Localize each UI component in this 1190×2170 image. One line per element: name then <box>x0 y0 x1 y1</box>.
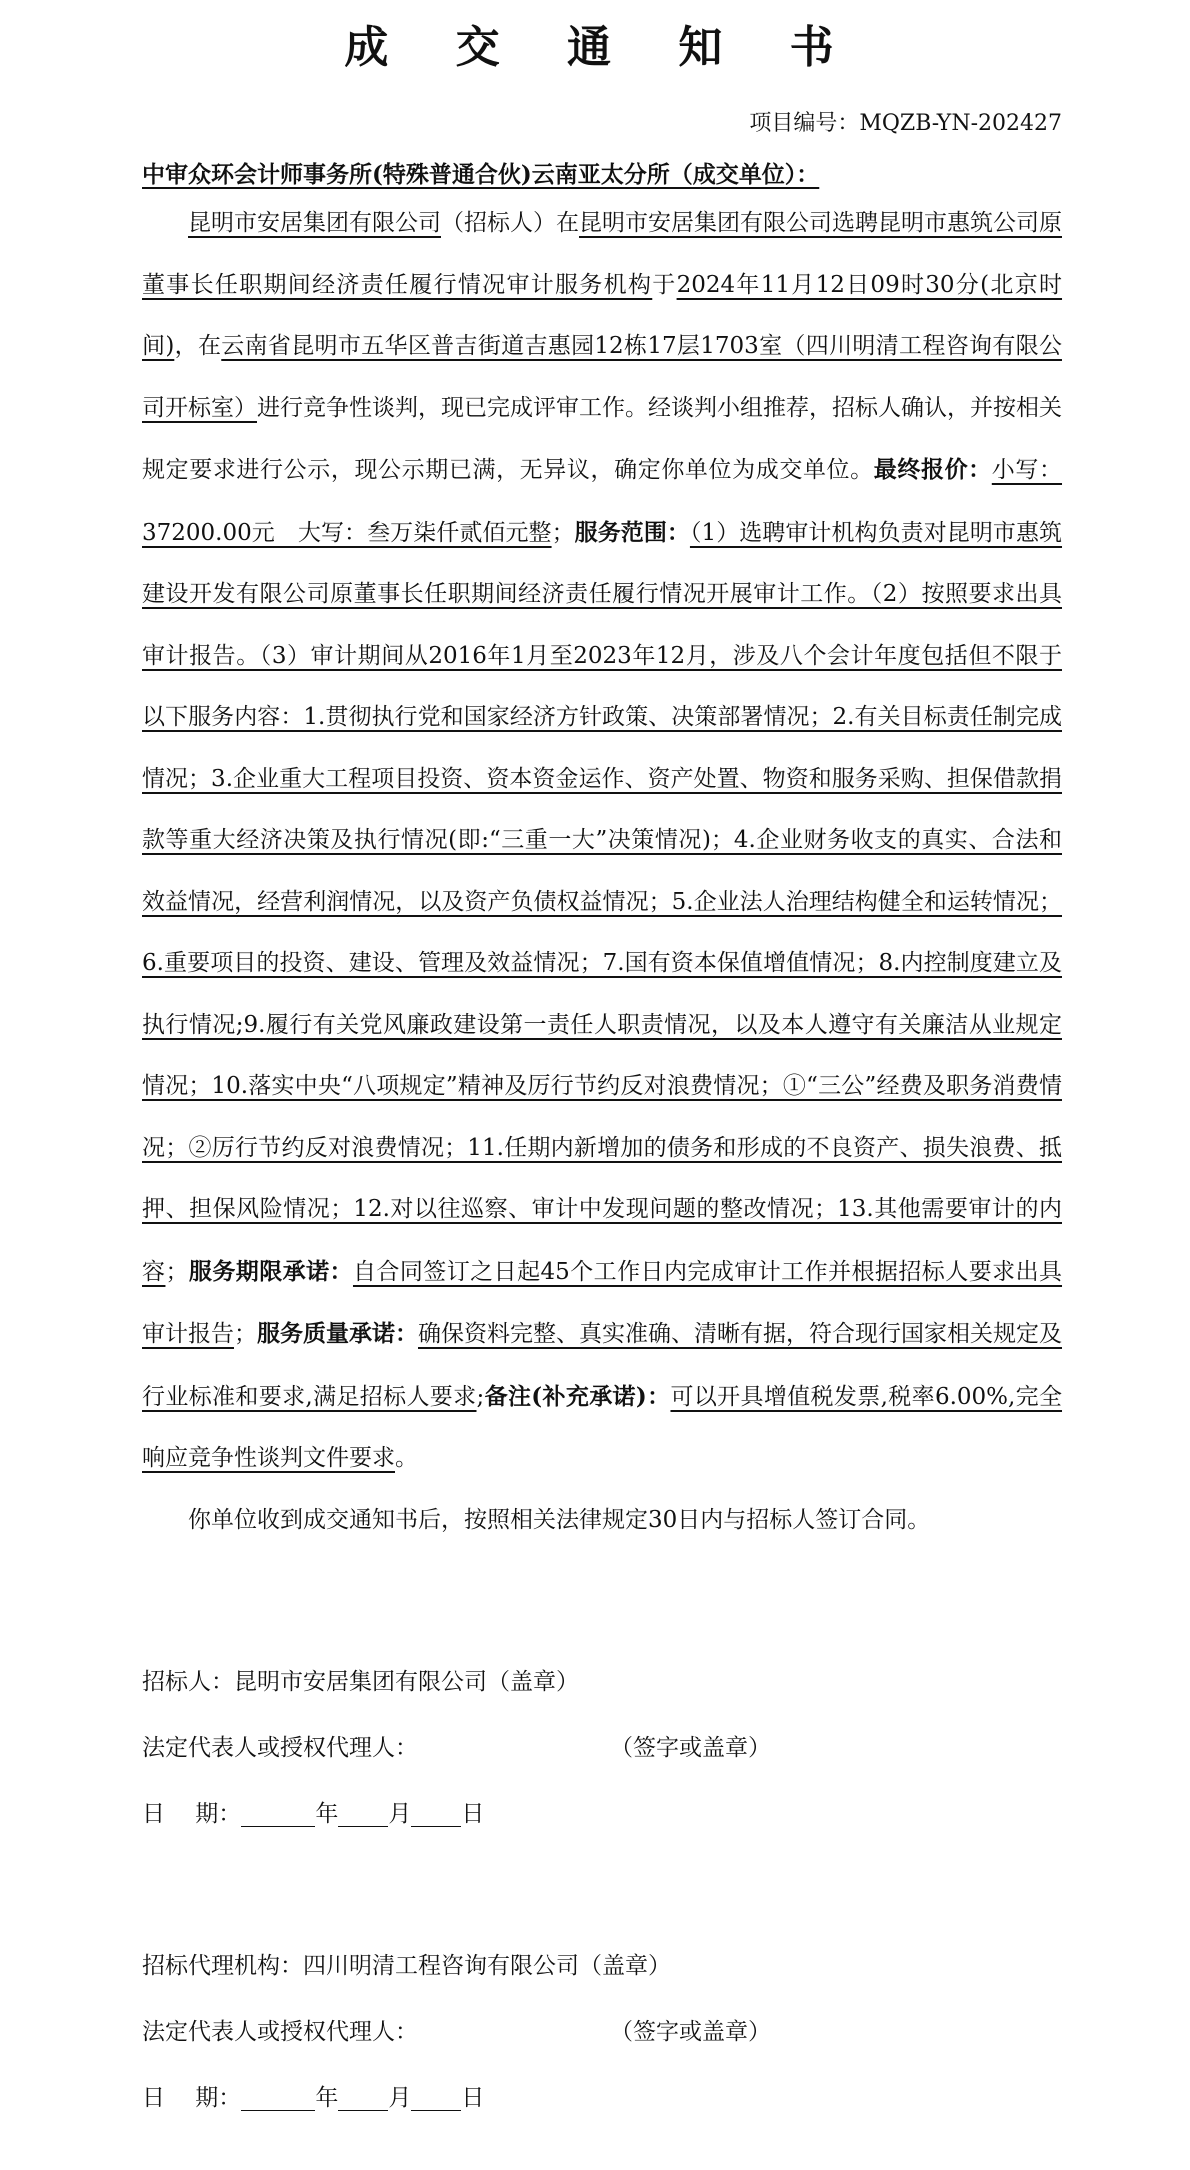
body-text-segment: ，在 <box>174 333 222 359</box>
service-scope-value: （1）选聘审计机构负责对昆明市惠筑建设开发有限公司原董事长任职期间经济责任履行情况开展审计工作。（2）按照要求出具审计报告。（3）审计期间从2016年1月至2023年12月，涉及八个会计年度包括但不限于以下服务内容：1.贯彻执行党和国家经济方针政策、决策部署情况；2.有关目标责任制完成情况；3.企业重大工程项目投资、资本资金运作、资产处置、物资和服务采购、担保借款捐款等重大经济决策及执行情况(即:“三重一大”决策情况)；4.企业财务收支的真实、合法和效益情况，经营利润情况，以及资产负债权益情况；5.企业法人治理结构健全和运转情况；6.重要项目的投资、建设、管理及效益情况；7.国有资本保值增值情况；8.内控制度建立及执行情况;9.履行有关党风廉政建设第一责任人职责情况，以及本人遵守有关廉洁从业规定情况；10.落实中央“八项规定”精神及厉行节约反对浪费情况；①“三公”经费及职务消费情况；②厉行节约反对浪费情况；11.任期内新增加的债务和形成的不良资产、损失浪费、抵押、担保风险情况；12.对以往巡察、审计中发现问题的整改情况；13.其他需要审计的内容 <box>142 519 1063 1285</box>
tenderer-date-row <box>142 1781 1062 1847</box>
service-quality-value: 确保资料完整、真实准确、清晰有据，符合现行国家相关规定及行业标准和要求,满足招标人要求 <box>142 1321 1062 1410</box>
agency-line: 招标代理机构：四川明清工程咨询有限公司（盖章） <box>142 1953 671 1979</box>
date-label: 日 期： <box>142 2085 242 2111</box>
final-price-label: 最终报价： <box>873 456 992 483</box>
body-text-segment: 进行竞争性谈判，现已完成评审工作。经谈判小组推荐，招标人确认，并按相关规定要求进行公示，现公示期已满，无异议，确定你单位为成交单位。 <box>142 394 1062 483</box>
body-text-segment: （招标人）在 <box>441 210 579 236</box>
date-label: 日 期： <box>142 1801 242 1827</box>
agency-date-row <box>142 2065 1062 2131</box>
separator: ; <box>476 1383 485 1410</box>
tenderer-line: 招标人：昆明市安居集团有限公司（盖章） <box>142 1669 579 1695</box>
signature-note: （签字或盖章） <box>610 2019 771 2045</box>
bid-location: 云南省昆明市五华区普吉街道吉惠园12栋17层1703室（四川明清工程咨询有限公司开标室） <box>142 333 1062 421</box>
recipient-line: 中审众环会计师事务所(特殊普通合伙)云南亚太分所（成交单位）： <box>142 161 820 188</box>
contract-notice: 你单位收到成交通知书后，按照相关法律规定30日内与招标人签订合同。 <box>188 1506 931 1533</box>
remark-value: 可以开具增值税发票,税率6.00%,完全响应竞争性谈判文件要求 <box>142 1383 1063 1471</box>
tenderer-name: 昆明市安居集团有限公司 <box>188 210 441 236</box>
day-label: 日 <box>461 2085 485 2111</box>
final-price-value: 小写：37200.00元 大写：叁万柒仟贰佰元整 <box>142 457 1063 546</box>
service-period-value: 自合同签订之日起45个工作日内完成审计工作并根据招标人要求出具审计报告 <box>142 1258 1063 1347</box>
month-label: 月 <box>388 2085 412 2111</box>
tenderer-representative-row <box>142 1715 1062 1781</box>
body-end: 。 <box>395 1445 418 1471</box>
representative-label: 法定代表人或授权代理人： <box>142 2019 418 2045</box>
representative-label: 法定代表人或授权代理人： <box>142 1735 418 1761</box>
notice-body <box>142 193 1062 1490</box>
remark-label: 备注(补充承诺)： <box>484 1382 671 1410</box>
body-text-segment: 于 <box>652 271 677 298</box>
tenderer-signature-block <box>142 1649 1062 1847</box>
service-quality-label: 服务质量承诺： <box>257 1320 418 1347</box>
signature-note: （签字或盖章） <box>610 1735 771 1761</box>
separator: ； <box>165 1258 189 1285</box>
separator: ； <box>234 1321 257 1347</box>
day-blank <box>411 2082 461 2111</box>
year-blank <box>241 2082 315 2111</box>
day-label: 日 <box>461 1801 485 1827</box>
project-name: 昆明市安居集团有限公司选聘昆明市惠筑公司原董事长任职期间经济责任履行情况审计服务机构 <box>142 210 1062 298</box>
agency-representative-row <box>142 1999 1062 2065</box>
month-blank <box>338 2082 388 2111</box>
service-scope-label: 服务范围： <box>574 518 690 546</box>
year-label: 年 <box>315 1801 339 1827</box>
document-title: 成 交 通 知 书 <box>344 22 860 73</box>
service-period-label: 服务期限承诺： <box>188 1257 353 1285</box>
agency-signature-block <box>142 1933 1062 2131</box>
separator: ； <box>551 519 575 546</box>
project-number: 项目编号：MQZB-YN-202427 <box>749 111 1062 136</box>
year-label: 年 <box>315 2085 339 2111</box>
year-blank <box>241 1798 315 1827</box>
month-label: 月 <box>388 1801 412 1827</box>
month-blank <box>338 1798 388 1827</box>
bid-time: 2024年11月12日09时30分(北京时间) <box>142 271 1063 359</box>
day-blank <box>411 1798 461 1827</box>
